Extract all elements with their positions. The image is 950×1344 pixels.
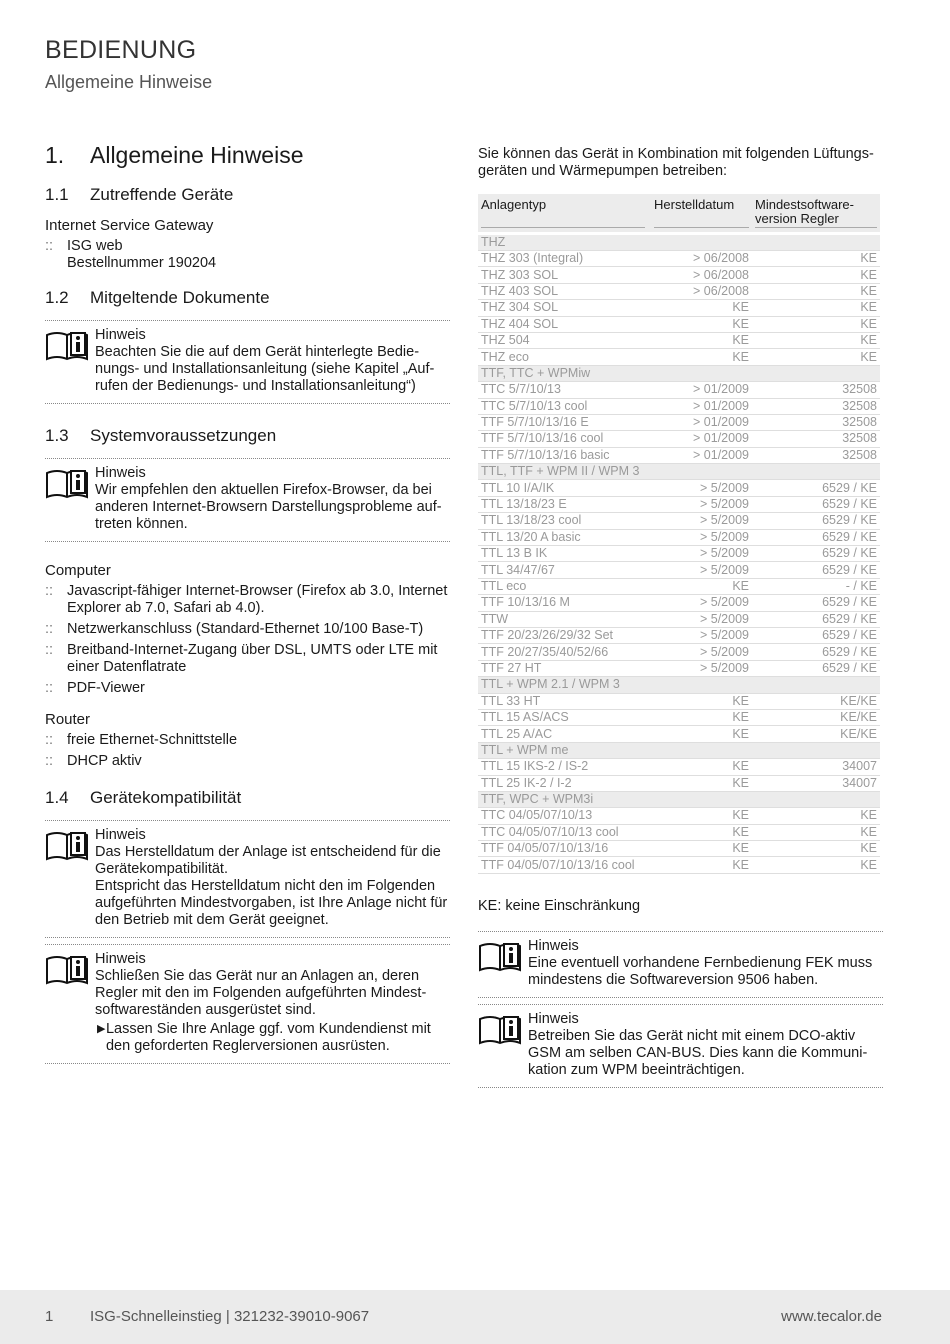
book-info-icon bbox=[45, 951, 95, 1055]
book-info-icon bbox=[478, 1011, 528, 1079]
table-cell: TTL 15 IKS-2 / IS-2 bbox=[478, 759, 648, 775]
group-label: TTF, WPC + WPM3i bbox=[478, 791, 880, 807]
table-row bbox=[478, 316, 880, 332]
table-cell: TTL 25 IK-2 / I-2 bbox=[478, 775, 648, 791]
note-text: Das Herstelldatum der Anlage ist entscheidend für die Gerätekompatibilität. bbox=[95, 844, 441, 877]
note-text: Betreiben Sie das Gerät nicht mit einem DCO-aktiv GSM am selben CAN-BUS. Dies kann die Kommunikation zum WPM beeinträchtigen. bbox=[528, 1027, 868, 1078]
table-cell: TTL 15 AS/ACS bbox=[478, 709, 648, 725]
table-cell: > 01/2009 bbox=[648, 398, 752, 414]
bullet-icon: :: bbox=[45, 621, 54, 637]
table-row bbox=[478, 496, 880, 512]
table-cell: TTL 10 I/A/IK bbox=[478, 480, 648, 496]
table-row bbox=[478, 251, 880, 267]
ke-note: KE: keine Einschränkung bbox=[478, 897, 641, 914]
section-heading-1-2 bbox=[45, 288, 450, 308]
table-cell: KE bbox=[648, 332, 752, 348]
section-title: Allgemeine Hinweise bbox=[90, 142, 304, 168]
note-title: Hinweis bbox=[95, 951, 146, 967]
table-row bbox=[478, 644, 880, 660]
table-body bbox=[478, 234, 880, 874]
bullet-icon: :: bbox=[45, 583, 54, 599]
note-text: Beachten Sie die auf dem Gerät hinterlegte Bedienungs- und Installationsanleitung (siehe Kapitel „Aufrufen der Bedienungs- und Installationsanleitung“) bbox=[95, 344, 435, 394]
table-cell: KE bbox=[648, 841, 752, 857]
column-header: Herstelldatum bbox=[648, 194, 752, 234]
table-row bbox=[478, 808, 880, 824]
table-cell: TTL 25 A/AC bbox=[478, 726, 648, 742]
section-heading-1-1 bbox=[45, 185, 450, 205]
table-cell: > 5/2009 bbox=[648, 611, 752, 627]
table-cell: TTF 20/27/35/40/52/66 bbox=[478, 644, 648, 660]
table-row bbox=[478, 546, 880, 562]
note-title: Hinweis bbox=[95, 465, 146, 481]
table-cell: > 5/2009 bbox=[648, 513, 752, 529]
book-info-icon bbox=[478, 938, 528, 989]
book-info-icon bbox=[45, 465, 95, 533]
table-cell: KE bbox=[752, 267, 880, 283]
table-group-row bbox=[478, 365, 880, 381]
table-cell: > 5/2009 bbox=[648, 627, 752, 643]
table-group-row bbox=[478, 677, 880, 693]
table-row bbox=[478, 709, 880, 725]
section-heading-1 bbox=[45, 142, 450, 169]
table-cell: 6529 / KE bbox=[752, 627, 880, 643]
note-box bbox=[45, 944, 450, 1064]
table-row bbox=[478, 627, 880, 643]
group-label: TTL + WPM 2.1 / WPM 3 bbox=[478, 677, 880, 693]
section-number: 1. bbox=[45, 142, 65, 168]
table-cell: KE/KE bbox=[752, 726, 880, 742]
table-cell: KE bbox=[752, 283, 880, 299]
table-row bbox=[478, 841, 880, 857]
left-column bbox=[45, 142, 450, 1070]
group-label: TTF, TTC + WPMiw bbox=[478, 365, 880, 381]
table-cell: - / KE bbox=[752, 578, 880, 594]
table-cell: 6529 / KE bbox=[752, 513, 880, 529]
note-title: Hinweis bbox=[95, 327, 146, 343]
section-heading-1-4 bbox=[45, 788, 450, 808]
list-item: :: Netzwerkanschluss (Standard-Ethernet 10/100 Base-T) bbox=[45, 621, 424, 637]
table-row bbox=[478, 759, 880, 775]
table-cell: THZ 504 bbox=[478, 332, 648, 348]
table-cell: > 06/2008 bbox=[648, 267, 752, 283]
table-cell: KE bbox=[752, 251, 880, 267]
header-title: BEDIENUNG bbox=[45, 36, 197, 64]
note-box bbox=[45, 458, 450, 542]
bullet-icon: :: bbox=[45, 238, 54, 254]
table-row bbox=[478, 300, 880, 316]
table-cell: TTF 5/7/10/13/16 basic bbox=[478, 447, 648, 463]
page-footer bbox=[0, 1290, 950, 1344]
table-cell: 6529 / KE bbox=[752, 595, 880, 611]
table-cell: KE bbox=[648, 709, 752, 725]
table-row bbox=[478, 857, 880, 873]
table-row bbox=[478, 349, 880, 365]
table-cell: 34007 bbox=[752, 759, 880, 775]
section-number: 1.2 bbox=[45, 288, 69, 307]
header-subtitle: Allgemeine Hinweise bbox=[45, 72, 213, 92]
table-cell: KE bbox=[648, 349, 752, 365]
table-cell: > 06/2008 bbox=[648, 283, 752, 299]
note-title: Hinweis bbox=[528, 937, 579, 954]
section-title: Systemvoraussetzungen bbox=[90, 426, 277, 445]
table-row bbox=[478, 595, 880, 611]
table-row bbox=[478, 431, 880, 447]
table-cell: 32508 bbox=[752, 431, 880, 447]
table-row bbox=[478, 447, 880, 463]
table-row bbox=[478, 611, 880, 627]
table-cell: > 06/2008 bbox=[648, 251, 752, 267]
table-cell: KE bbox=[648, 775, 752, 791]
table-cell: 32508 bbox=[752, 447, 880, 463]
group-label: TTL, TTF + WPM II / WPM 3 bbox=[478, 464, 880, 480]
table-cell: TTC 04/05/07/10/13 cool bbox=[478, 824, 648, 840]
table-cell: KE bbox=[752, 857, 880, 873]
table-cell: TTF 27 HT bbox=[478, 660, 648, 676]
table-cell: KE bbox=[648, 857, 752, 873]
group-label: THZ bbox=[478, 234, 880, 251]
table-row bbox=[478, 414, 880, 430]
table-cell: TTF 5/7/10/13/16 E bbox=[478, 414, 648, 430]
table-cell: > 01/2009 bbox=[648, 382, 752, 398]
table-cell: > 5/2009 bbox=[648, 496, 752, 512]
table-cell: KE bbox=[648, 824, 752, 840]
table-cell: 6529 / KE bbox=[752, 546, 880, 562]
table-cell: THZ 403 SOL bbox=[478, 283, 648, 299]
table-cell: 34007 bbox=[752, 775, 880, 791]
table-cell: TTF 20/23/26/29/32 Set bbox=[478, 627, 648, 643]
table-cell: TTL 13/18/23 E bbox=[478, 496, 648, 512]
table-cell: KE bbox=[648, 759, 752, 775]
table-cell: TTW bbox=[478, 611, 648, 627]
book-info-icon bbox=[45, 327, 95, 395]
table-cell: KE bbox=[752, 300, 880, 316]
group-label: TTL + WPM me bbox=[478, 742, 880, 758]
table-cell: TTL 13 B IK bbox=[478, 546, 648, 562]
table-cell: KE bbox=[752, 332, 880, 348]
table-cell: KE bbox=[648, 726, 752, 742]
right-column bbox=[478, 146, 883, 1094]
table-cell: 6529 / KE bbox=[752, 660, 880, 676]
section-number: 1.1 bbox=[45, 185, 69, 204]
computer-list bbox=[45, 583, 450, 697]
table-cell: TTC 5/7/10/13 cool bbox=[478, 398, 648, 414]
section-title: Zutreffende Geräte bbox=[90, 185, 234, 204]
list-item: :: PDF-Viewer bbox=[45, 680, 145, 696]
computer-label: Computer bbox=[45, 562, 111, 579]
table-cell: THZ 304 SOL bbox=[478, 300, 648, 316]
list-item: :: freie Ethernet-Schnittstelle bbox=[45, 732, 238, 748]
table-cell: TTL 13/18/23 cool bbox=[478, 513, 648, 529]
table-cell: 6529 / KE bbox=[752, 480, 880, 496]
table-cell: > 5/2009 bbox=[648, 546, 752, 562]
router-list bbox=[45, 732, 450, 770]
gateway-list bbox=[45, 238, 450, 272]
gateway-label: Internet Service Gateway bbox=[45, 217, 214, 234]
table-cell: TTL 13/20 A basic bbox=[478, 529, 648, 545]
table-cell: 32508 bbox=[752, 382, 880, 398]
table-cell: KE bbox=[752, 824, 880, 840]
table-row bbox=[478, 398, 880, 414]
table-cell: > 5/2009 bbox=[648, 562, 752, 578]
table-cell: KE bbox=[752, 349, 880, 365]
table-row bbox=[478, 283, 880, 299]
list-item: :: ISG web Bestellnummer 190204 bbox=[45, 238, 217, 271]
table-cell: 6529 / KE bbox=[752, 562, 880, 578]
table-group-row bbox=[478, 234, 880, 251]
arrow-icon: ▶ bbox=[97, 1023, 106, 1035]
table-cell: KE/KE bbox=[752, 709, 880, 725]
table-row bbox=[478, 775, 880, 791]
table-row bbox=[478, 726, 880, 742]
table-cell: 6529 / KE bbox=[752, 611, 880, 627]
bullet-icon: :: bbox=[45, 680, 54, 696]
table-cell: KE bbox=[648, 578, 752, 594]
table-cell: TTC 04/05/07/10/13 bbox=[478, 808, 648, 824]
book-info-icon bbox=[45, 827, 95, 929]
section-heading-1-3 bbox=[45, 426, 450, 446]
section-title: Mitgeltende Dokumente bbox=[90, 288, 270, 307]
action-item: ▶ Lassen Sie Ihre Anlage ggf. vom Kundendienst mit den geforderten Reglerversionen ausrüsten. bbox=[97, 1021, 431, 1054]
table-row bbox=[478, 382, 880, 398]
table-row bbox=[478, 480, 880, 496]
note-text: Eine eventuell vorhandene Fernbedienung FEK muss mindestens die Softwareversion 9506 haben. bbox=[528, 954, 873, 988]
note-box bbox=[45, 320, 450, 404]
table-cell: TTL eco bbox=[478, 578, 648, 594]
table-cell: TTF 04/05/07/10/13/16 cool bbox=[478, 857, 648, 873]
table-cell: > 5/2009 bbox=[648, 644, 752, 660]
list-item: :: DHCP aktiv bbox=[45, 753, 142, 769]
table-cell: KE bbox=[752, 841, 880, 857]
compatibility-table bbox=[478, 194, 880, 874]
table-cell: 32508 bbox=[752, 398, 880, 414]
table-cell: THZ 303 SOL bbox=[478, 267, 648, 283]
section-number: 1.3 bbox=[45, 426, 69, 445]
note-box bbox=[45, 820, 450, 938]
table-cell: 6529 / KE bbox=[752, 644, 880, 660]
table-cell: THZ 404 SOL bbox=[478, 316, 648, 332]
table-row bbox=[478, 824, 880, 840]
table-cell: KE/KE bbox=[752, 693, 880, 709]
table-row bbox=[478, 529, 880, 545]
section-title: Gerätekompatibilität bbox=[90, 788, 242, 807]
table-cell: > 5/2009 bbox=[648, 595, 752, 611]
table-cell: > 01/2009 bbox=[648, 414, 752, 430]
table-group-row bbox=[478, 464, 880, 480]
table-cell: > 5/2009 bbox=[648, 480, 752, 496]
table-header-row bbox=[478, 194, 880, 234]
column-header: Anlagentyp bbox=[478, 194, 648, 234]
table-cell: TTL 34/47/67 bbox=[478, 562, 648, 578]
note-title: Hinweis bbox=[95, 827, 146, 843]
list-item: :: Javascript-fähiger Internet-Browser (Firefox ab 3.0, Internet Explorer ab 7.0, Safari ab 4.0). bbox=[45, 583, 448, 616]
footer-url[interactable]: www.tecalor.de bbox=[781, 1308, 882, 1325]
table-cell: THZ 303 (Integral) bbox=[478, 251, 648, 267]
note-text: Schließen Sie das Gerät nur an Anlagen an, deren Regler mit den im Folgenden aufgeführten Mindestsoftwareständen ausgerüstet sind. bbox=[95, 968, 427, 1018]
table-cell: THZ eco bbox=[478, 349, 648, 365]
table-row bbox=[478, 332, 880, 348]
list-item: :: Breitband-Internet-Zugang über DSL, UMTS oder LTE mit einer Datenflatrate bbox=[45, 642, 438, 675]
table-cell: > 01/2009 bbox=[648, 431, 752, 447]
table-group-row bbox=[478, 742, 880, 758]
note-box bbox=[478, 1004, 883, 1088]
column-header: Mindestsoftware-version Regler bbox=[752, 194, 880, 234]
table-cell: TTC 5/7/10/13 bbox=[478, 382, 648, 398]
table-cell: TTF 10/13/16 M bbox=[478, 595, 648, 611]
table-row bbox=[478, 693, 880, 709]
table-cell: 32508 bbox=[752, 414, 880, 430]
document-id: ISG-Schnelleinstieg | 321232-39010-9067 bbox=[90, 1308, 370, 1325]
note-box bbox=[478, 931, 883, 998]
table-row bbox=[478, 513, 880, 529]
note-text: Wir empfehlen den aktuellen Firefox-Browser, da bei anderen Internet-Browsern Darstellungsprobleme auftreten können. bbox=[95, 482, 442, 532]
table-cell: KE bbox=[648, 808, 752, 824]
table-cell: 6529 / KE bbox=[752, 496, 880, 512]
note-title: Hinweis bbox=[528, 1010, 579, 1027]
table-group-row bbox=[478, 791, 880, 807]
table-cell: KE bbox=[648, 693, 752, 709]
table-cell: KE bbox=[752, 808, 880, 824]
table-row bbox=[478, 578, 880, 594]
table-cell: > 5/2009 bbox=[648, 660, 752, 676]
table-cell: KE bbox=[648, 316, 752, 332]
bullet-icon: :: bbox=[45, 753, 54, 769]
bullet-icon: :: bbox=[45, 642, 54, 658]
table-cell: TTL 33 HT bbox=[478, 693, 648, 709]
table-row bbox=[478, 267, 880, 283]
table-cell: 6529 / KE bbox=[752, 529, 880, 545]
note-text: Entspricht das Herstelldatum nicht den im Folgenden aufgeführten Mindestvorgaben, ist Ihre Anlage nicht für den Betrieb mit dem Gerät geeignet. bbox=[95, 878, 448, 928]
table-cell: KE bbox=[648, 300, 752, 316]
table-cell: TTF 5/7/10/13/16 cool bbox=[478, 431, 648, 447]
page-number: 1 bbox=[45, 1308, 54, 1325]
section-number: 1.4 bbox=[45, 788, 69, 807]
bullet-icon: :: bbox=[45, 732, 54, 748]
table-cell: TTF 04/05/07/10/13/16 bbox=[478, 841, 648, 857]
intro-text: Sie können das Gerät in Kombination mit folgenden Lüftungsgeräten und Wärmepumpen betreiben: bbox=[478, 146, 874, 179]
table-cell: KE bbox=[752, 316, 880, 332]
router-label: Router bbox=[45, 711, 91, 728]
table-row bbox=[478, 562, 880, 578]
table-cell: > 01/2009 bbox=[648, 447, 752, 463]
table-cell: > 5/2009 bbox=[648, 529, 752, 545]
table-row bbox=[478, 660, 880, 676]
